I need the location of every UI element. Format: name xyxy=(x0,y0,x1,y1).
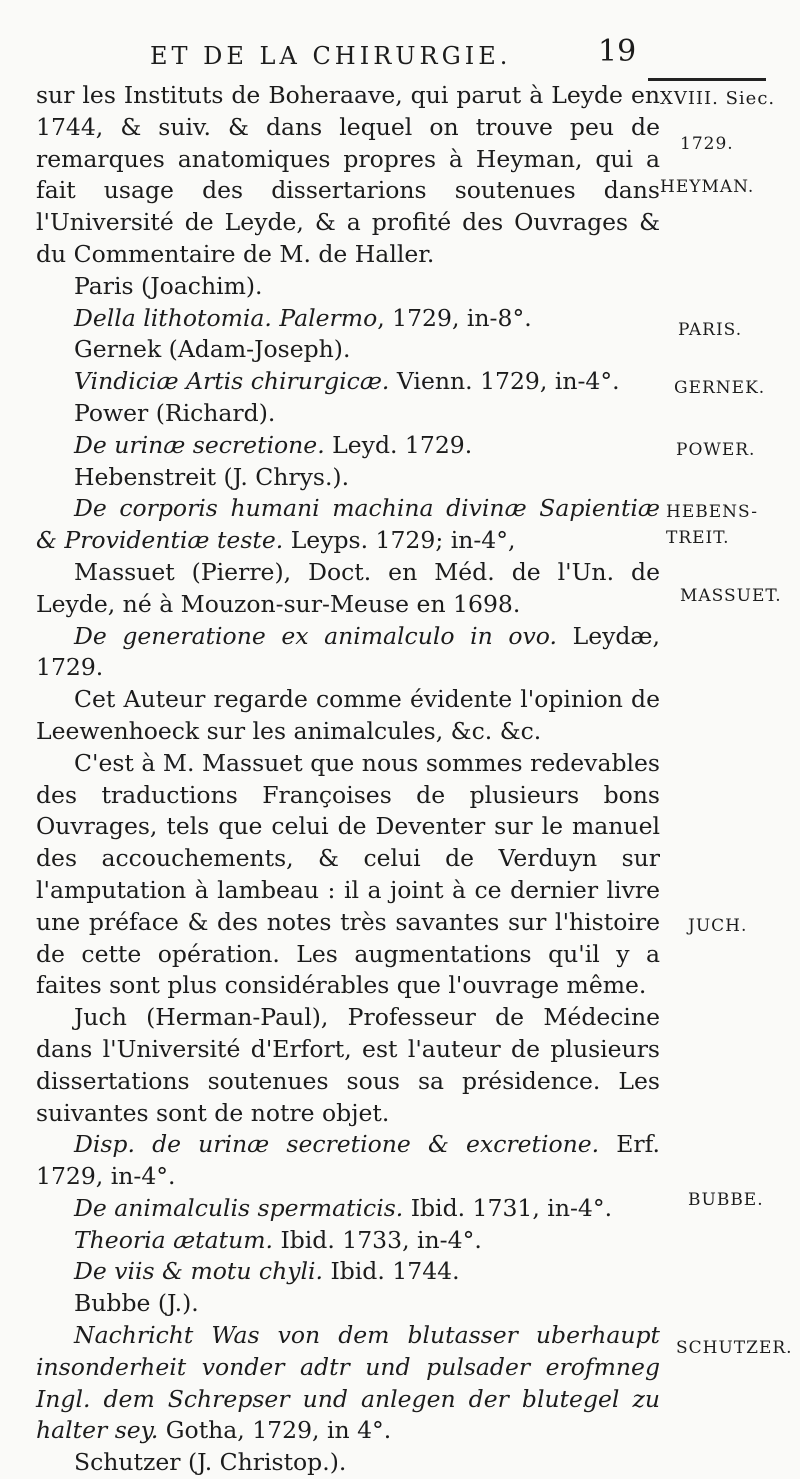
massuet-paragraph-1: Cet Auteur regarde comme évidente l'opinion de Leewenhoeck sur les animalcules, &c. &c. xyxy=(36,685,660,745)
juch-work-4 xyxy=(36,1256,660,1288)
power-entry-work xyxy=(36,430,660,462)
sidebar-treit: TREIT. xyxy=(666,528,730,548)
paris-entry-work xyxy=(36,303,660,335)
page-body xyxy=(36,80,660,1479)
margin-rule xyxy=(648,78,766,81)
hebens-title: De corporis humani machina divinæ Sapientiæ & Providentiæ teste. xyxy=(36,494,660,555)
massuet-entry-name: Massuet (Pierre), Doct. en Méd. de l'Un. de Leyde, né à Mouzon-sur-Meuse en 1698. xyxy=(36,557,660,618)
sidebar-massuet: MASSUET. xyxy=(680,586,782,606)
juch-title-4: De viis & motu chyli. xyxy=(74,1257,323,1286)
juch-title-3: Theoria ætatum. xyxy=(74,1225,273,1254)
juch-imprint-3: Ibid. 1733, in-4°. xyxy=(272,1225,482,1254)
juch-imprint-1: Erf. 1729, in-4°. xyxy=(36,1130,660,1191)
massuet-title: De generatione ex animalculo in ovo. xyxy=(74,621,557,650)
gernek-entry-work xyxy=(36,366,660,398)
juch-imprint-4: Ibid. 1744. xyxy=(323,1257,460,1286)
gernek-imprint: Vienn. 1729, in-4°. xyxy=(389,367,620,396)
sidebar-power: POWER. xyxy=(676,440,756,460)
power-imprint: Leyd. 1729. xyxy=(324,430,473,459)
sidebar-juch: JUCH. xyxy=(688,916,748,936)
paris-title: Della lithotomia. Palermo xyxy=(74,303,378,332)
bubbe-title: Nachricht Was von dem blutasser uberhaupt insonderheit vonder adtr und pulsader erofmneg Ingl. dem Schrepser und anlegen der blutegel zu halter sey. xyxy=(36,1321,660,1445)
heyman-paragraph: sur les Instituts de Boheraave, qui parut à Leyde en 1744, & suiv. & dans lequel on trouve peu de remarques anatomiques propres à Heyman, qui a fait usage des dissertarions soutenues dans l'Université de Leyde, & a profité des Ouvrages & du Commentaire de M. de Haller. xyxy=(36,81,660,268)
bubbe-entry-name: Bubbe (J.). xyxy=(74,1289,199,1318)
massuet-entry-work xyxy=(36,621,660,685)
massuet-paragraph-2: C'est à M. Massuet que nous sommes redevables des traductions Françoises de plusieurs bons Ouvrages, tels que celui de Deventer sur le manuel des accouchements, & celui de Verduyn sur l'amputation à lambeau : il a joint à ce dernier livre une préface & des notes très savantes sur l'histoire de cette opération. Les augmentations qu'il y a faites sont plus considérables que l'ouvrage même. xyxy=(36,748,660,1000)
sidebar-schutzer: SCHUTZER. xyxy=(676,1338,793,1358)
page-number: 19 xyxy=(598,34,637,69)
juch-title-1: Disp. de urinæ secretione & excretione. xyxy=(74,1130,600,1159)
sidebar-paris: PARIS. xyxy=(678,320,743,340)
juch-title-2: De animalculis spermaticis. xyxy=(74,1193,404,1222)
gernek-title: Vindiciæ Artis chirurgicæ. xyxy=(74,367,390,396)
running-header xyxy=(0,34,800,82)
running-title: ET DE LA CHIRURGIE. xyxy=(150,42,512,70)
bubbe-imprint: Gotha, 1729, in 4°. xyxy=(158,1416,392,1445)
power-entry-name: Power (Richard). xyxy=(74,398,276,427)
sidebar-century: XVIII. Siec. xyxy=(660,88,776,109)
hebens-entry-work xyxy=(36,493,660,557)
juch-work-3 xyxy=(36,1225,660,1257)
power-title: De urinæ secretione. xyxy=(74,430,325,459)
juch-imprint-2: Ibid. 1731, in-4°. xyxy=(403,1193,613,1222)
juch-paragraph: Juch (Herman-Paul), Professeur de Médecine dans l'Université d'Erfort, est l'auteur de plusieurs dissertations soutenues sous sa présidence. Les suivantes sont de notre objet. xyxy=(36,1003,660,1127)
sidebar-heyman: HEYMAN. xyxy=(660,177,755,197)
hebens-imprint: Leyps. 1729; in-4°, xyxy=(283,526,516,555)
sidebar-year: 1729. xyxy=(680,134,734,154)
paris-imprint: , 1729, in-8°. xyxy=(377,303,532,332)
juch-work-1 xyxy=(36,1129,660,1193)
sidebar-hebens: HEBENS- xyxy=(666,502,759,522)
juch-work-2 xyxy=(36,1193,660,1225)
schutzer-entry-name: Schutzer (J. Christop.). xyxy=(74,1448,347,1477)
massuet-imprint: Leydæ, 1729. xyxy=(36,621,660,682)
paris-entry-name: Paris (Joachim). xyxy=(74,271,263,300)
hebens-entry-name: Hebenstreit (J. Chrys.). xyxy=(74,462,350,491)
bubbe-entry-work xyxy=(36,1320,660,1447)
gernek-entry-name: Gernek (Adam-Joseph). xyxy=(74,335,351,364)
sidebar-gernek: GERNEK. xyxy=(674,378,766,398)
sidebar-bubbe: BUBBE. xyxy=(688,1190,764,1210)
